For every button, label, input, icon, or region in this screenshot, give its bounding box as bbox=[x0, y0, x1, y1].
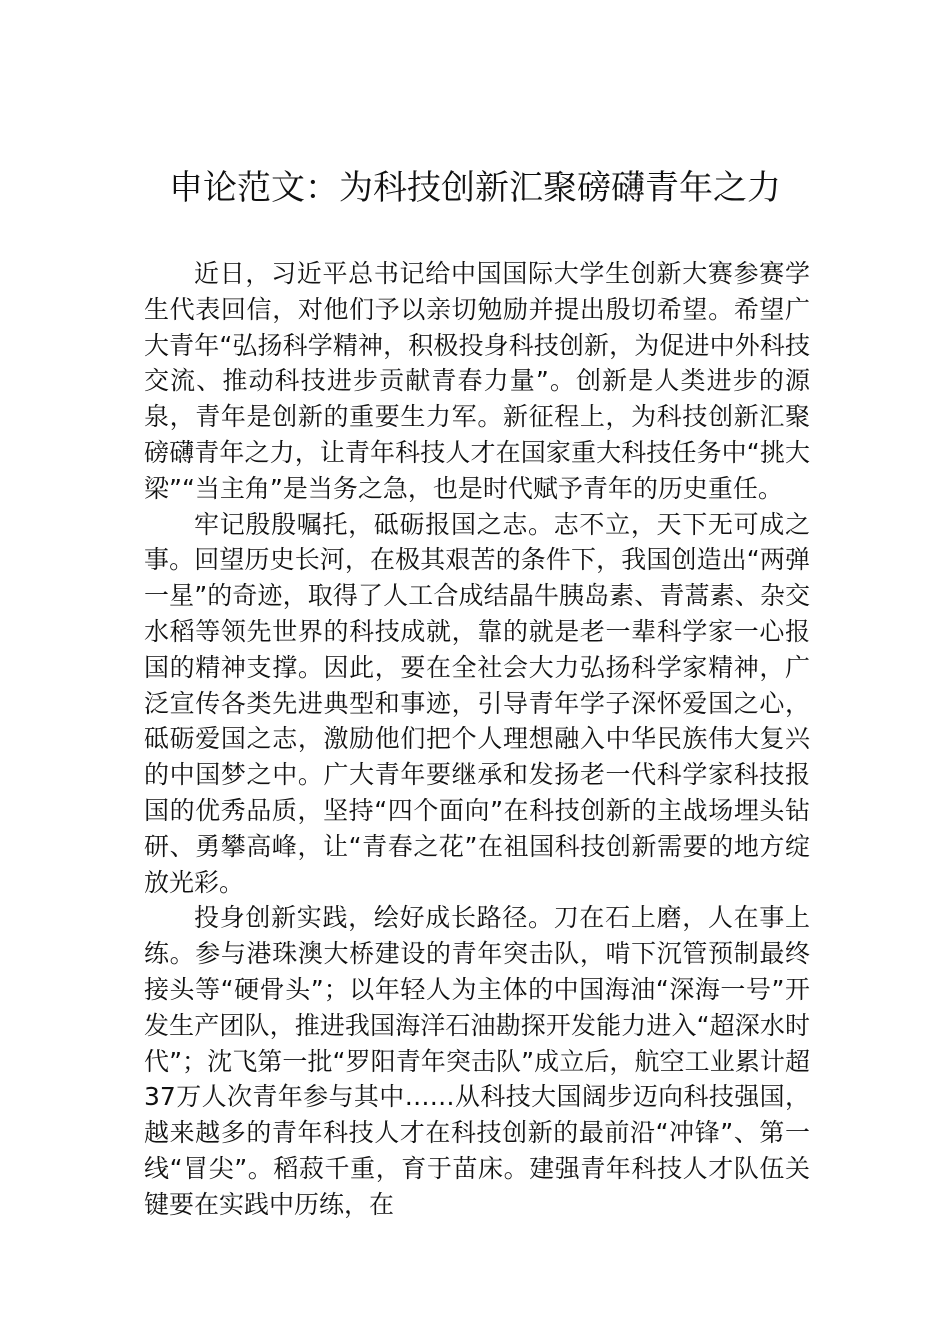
paragraph-3: 投身创新实践，绘好成长路径。刀在石上磨，人在事上练。参与港珠澳大桥建设的青年突击队，啃下沉管预制最终接头等“硬骨头”；以年轻人为主体的中国海油“深海一号”开发生产团队，推进我国海洋石油勘探开发能力进入“超深水时代”；沈飞第一批“罗阳青年突击队”成立后，航空工业累计超37万人次青年参与其中……从科技大国阔步迈向科技强国，越来越多的青年科技人才在科技创新的最前沿“冲锋”、第一线“冒尖”。稻菽千重，育于苗床。建强青年科技人才队伍关键要在实践中历练，在 bbox=[144, 903, 810, 1219]
document-body bbox=[144, 256, 810, 1223]
paragraph-2: 牢记殷殷嘱托，砥砺报国之志。志不立，天下无可成之事。回望历史长河，在极其艰苦的条件下，我国创造出“两弹一星”的奇迹，取得了人工合成结晶牛胰岛素、青蒿素、杂交水稻等领先世界的科技成就，靠的就是老一辈科学家一心报国的精神支撑。因此，要在全社会大力弘扬科学家精神，广泛宣传各类先进典型和事迹，引导青年学子深怀爱国之心，砥砺爱国之志，激励他们把个人理想融入中华民族伟大复兴的中国梦之中。广大青年要继承和发扬老一代科学家科技报国的优秀品质，坚持“四个面向”在科技创新的主战场埋头钻研、勇攀高峰，让“青春之花”在祖国科技创新需要的地方绽放光彩。 bbox=[144, 509, 810, 897]
document-title: 申论范文：为科技创新汇聚磅礴青年之力 bbox=[169, 168, 781, 208]
paragraph-1: 近日，习近平总书记给中国国际大学生创新大赛参赛学生代表回信，对他们予以亲切勉励并提出殷切希望。希望广大青年“弘扬科学精神，积极投身科技创新，为促进中外科技交流、推动科技进步贡献青春力量”。创新是人类进步的源泉，青年是创新的重要生力军。新征程上，为科技创新汇聚磅礴青年之力，让青年科技人才在国家重大科技任务中“挑大梁”“当主角”是当务之急，也是时代赋予青年的历史重任。 bbox=[144, 259, 810, 503]
